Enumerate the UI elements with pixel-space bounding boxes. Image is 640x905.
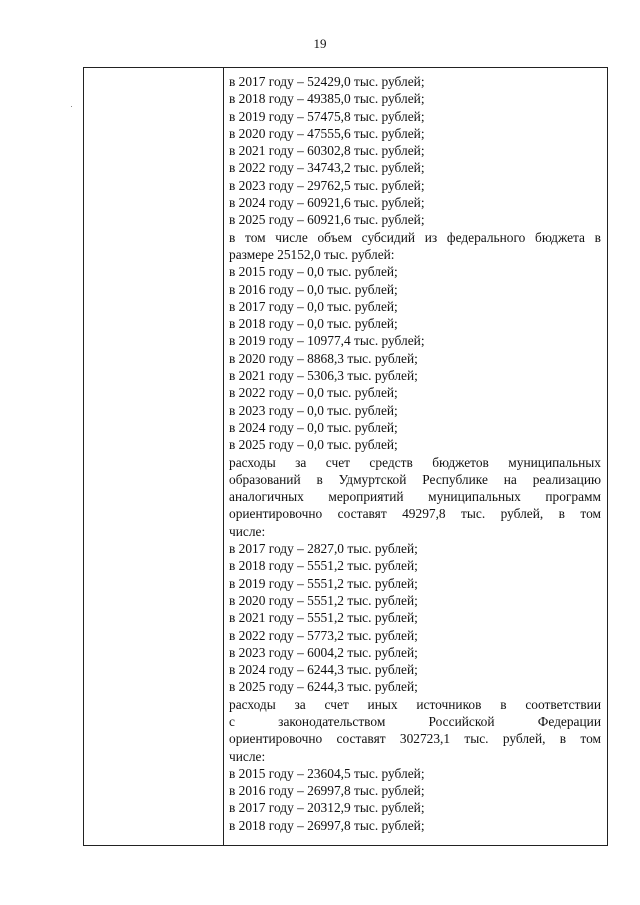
budget-line: в 2018 году – 0,0 тыс. рублей;: [229, 316, 398, 332]
budget-line: в 2024 году – 0,0 тыс. рублей;: [229, 419, 398, 435]
budget-line: в 2016 году – 26997,8 тыс. рублей;: [229, 783, 425, 799]
budget-line: в 2022 году – 34743,2 тыс. рублей;: [229, 160, 425, 176]
budget-line: в 2020 году – 8868,3 тыс. рублей;: [229, 350, 418, 366]
paragraph-line: числе:: [229, 748, 266, 764]
budget-line: в 2023 году – 0,0 тыс. рублей;: [229, 402, 398, 418]
budget-line: в 2017 году – 0,0 тыс. рублей;: [229, 298, 398, 314]
budget-line: в 2021 году – 60302,8 тыс. рублей;: [229, 143, 425, 159]
paragraph-line: образований в Удмуртской Республике на реализацию: [229, 471, 601, 487]
budget-line: в 2024 году – 6244,3 тыс. рублей;: [229, 662, 418, 678]
paragraph-line: аналогичных мероприятий муниципальных программ: [229, 489, 601, 505]
budget-line: в 2019 году – 57475,8 тыс. рублей;: [229, 108, 425, 124]
budget-line: в 2024 году – 60921,6 тыс. рублей;: [229, 195, 425, 211]
budget-line: в 2017 году – 2827,0 тыс. рублей;: [229, 541, 418, 557]
budget-line: в 2017 году – 52429,0 тыс. рублей;: [229, 74, 425, 89]
budget-line: в 2022 году – 5773,2 тыс. рублей;: [229, 627, 418, 643]
budget-line: в 2018 году – 26997,8 тыс. рублей;: [229, 817, 425, 833]
municipal-funds-paragraph: [229, 454, 601, 540]
other-sources-paragraph: [229, 696, 601, 765]
budget-line: в 2015 году – 23604,5 тыс. рублей;: [229, 765, 425, 781]
budget-line: в 2021 году – 5306,3 тыс. рублей;: [229, 368, 418, 384]
budget-line: в 2023 году – 29762,5 тыс. рублей;: [229, 177, 425, 193]
budget-line: в 2022 году – 0,0 тыс. рублей;: [229, 385, 398, 401]
budget-line: в 2015 году – 0,0 тыс. рублей;: [229, 264, 398, 280]
budget-line: в 2018 году – 5551,2 тыс. рублей;: [229, 558, 418, 574]
budget-line: в 2016 году – 0,0 тыс. рублей;: [229, 281, 398, 297]
paragraph-line: ориентировочно составят 49297,8 тыс. рублей, в том: [229, 506, 601, 522]
budget-line: в 2020 году – 47555,6 тыс. рублей;: [229, 125, 425, 141]
budget-line: в 2025 году – 0,0 тыс. рублей;: [229, 437, 398, 453]
budget-line: в 2020 году – 5551,2 тыс. рублей;: [229, 592, 418, 608]
budget-line: в 2019 году – 10977,4 тыс. рублей;: [229, 333, 425, 349]
budget-line: в 2017 году – 20312,9 тыс. рублей;: [229, 800, 425, 816]
paragraph-line: ориентировочно составят 302723,1 тыс. рублей, в том: [229, 731, 601, 747]
budget-line: в 2018 году – 49385,0 тыс. рублей;: [229, 91, 425, 107]
budget-years-list: [229, 73, 601, 229]
page-number: 19: [313, 36, 327, 51]
budget-line: в 2021 году – 5551,2 тыс. рублей;: [229, 610, 418, 626]
paragraph-line: числе:: [229, 523, 266, 539]
paragraph-line: в том числе объем субсидий из федерального бюджета в: [229, 229, 601, 245]
municipal-years-list: [229, 540, 601, 696]
paragraph-line: расходы за счет средств бюджетов муниципальных: [229, 454, 601, 470]
budget-line: в 2025 году – 6244,3 тыс. рублей;: [229, 679, 418, 695]
funding-text-cell: [229, 73, 601, 834]
budget-line: в 2025 году – 60921,6 тыс. рублей;: [229, 212, 425, 228]
paragraph-line: размере 25152,0 тыс. рублей:: [229, 246, 395, 262]
federal-subsidy-paragraph: [229, 229, 601, 264]
paragraph-line: расходы за счет иных источников в соответствии: [229, 696, 601, 712]
budget-line: в 2019 году – 5551,2 тыс. рублей;: [229, 575, 418, 591]
column-divider: [223, 68, 224, 845]
federal-subsidy-years-list: [229, 263, 601, 453]
paragraph-line: с законодательством Российской Федерации: [229, 713, 601, 729]
other-sources-years-list: [229, 765, 601, 834]
scan-mark: [71, 106, 72, 107]
budget-line: в 2023 году – 6004,2 тыс. рублей;: [229, 644, 418, 660]
document-table: [83, 67, 608, 846]
